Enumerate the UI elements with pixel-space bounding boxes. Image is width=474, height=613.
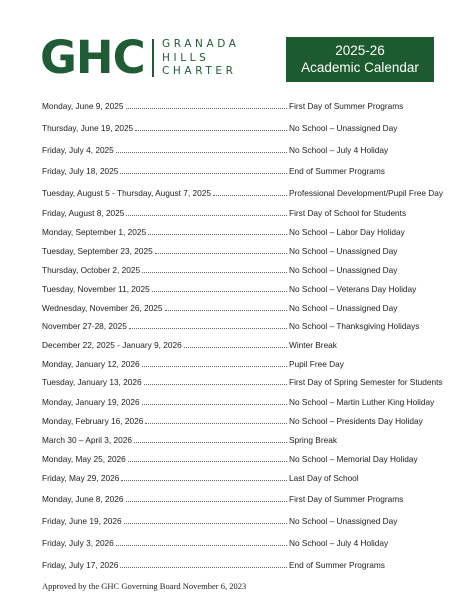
entry-date: Friday, May 29, 2026 <box>42 473 120 483</box>
entry-date: Thursday, October 2, 2025 <box>42 265 141 275</box>
entry-event: No School – July 4 Holiday <box>289 538 389 548</box>
dot-leader <box>213 195 287 196</box>
dot-leader <box>142 404 287 405</box>
dot-leader <box>120 173 287 174</box>
entry-date: Tuesday, August 5 - Thursday, August 7, 2025 <box>42 188 211 198</box>
calendar-entry <box>42 163 452 179</box>
dot-leader <box>142 272 287 273</box>
dot-leader <box>121 480 287 481</box>
calendar-entry <box>42 513 452 529</box>
entry-event: End of Summer Programs <box>289 166 385 176</box>
entry-event: Professional Development/Pupil Free Day <box>289 188 444 198</box>
entry-event: No School – Unassigned Day <box>289 265 398 275</box>
dot-leader <box>124 523 287 524</box>
calendar-entry <box>42 224 452 240</box>
calendar-title-year: 2025-26 <box>335 43 385 58</box>
calendar-entry <box>42 470 452 486</box>
dot-leader <box>184 347 287 348</box>
calendar-entry <box>42 300 452 316</box>
dot-leader <box>142 366 287 367</box>
calendar-entry <box>42 432 452 448</box>
entry-event: Pupil Free Day <box>289 359 344 369</box>
dot-leader <box>126 215 287 216</box>
dot-leader <box>152 291 287 292</box>
calendar-entry <box>42 262 452 278</box>
entry-date: Monday, June 9, 2025 <box>42 101 124 111</box>
logo-word: HILLS <box>162 51 210 64</box>
entry-event: Last Day of School <box>289 473 359 483</box>
entry-date: Tuesday, January 13, 2026 <box>42 377 142 387</box>
calendar-entry <box>42 356 452 372</box>
entry-event: Spring Break <box>289 435 337 445</box>
calendar-entry <box>42 535 452 551</box>
logo-wordmark <box>162 38 240 79</box>
calendar-entry <box>42 281 452 297</box>
entry-date: Monday, May 25, 2026 <box>42 454 126 464</box>
dot-leader <box>129 328 287 329</box>
calendar-entry <box>42 142 452 158</box>
entry-event: First Day of Spring Semester for Students <box>289 377 443 387</box>
dot-leader <box>144 384 287 385</box>
entry-event: No School – Martin Luther King Holiday <box>289 397 435 407</box>
calendar-entry <box>42 394 452 410</box>
logo-word: GRANADA <box>162 38 240 50</box>
calendar-entry <box>42 413 452 429</box>
dot-leader <box>148 234 287 235</box>
entry-date: Friday, August 8, 2025 <box>42 208 125 218</box>
entry-event: Winter Break <box>289 340 337 350</box>
dot-leader <box>116 152 287 153</box>
calendar-entry <box>42 491 452 507</box>
entry-date: Friday, July 18, 2025 <box>42 166 119 176</box>
entry-date: Monday, January 12, 2026 <box>42 359 140 369</box>
logo-divider <box>152 39 154 77</box>
dot-leader <box>128 461 287 462</box>
dot-leader <box>126 108 287 109</box>
entry-event: First Day of Summer Programs <box>289 494 404 504</box>
dot-leader <box>165 310 287 311</box>
calendar-entry <box>42 451 452 467</box>
entry-date: December 22, 2025 - January 9, 2026 <box>42 340 182 350</box>
calendar-entry <box>42 98 452 114</box>
entry-date: Monday, June 8, 2026 <box>42 494 124 504</box>
entry-event: First Day of School for Students <box>289 208 407 218</box>
entry-date: Friday, July 3, 2026 <box>42 538 114 548</box>
calendar-entry <box>42 318 452 334</box>
entry-date: Monday, February 16, 2026 <box>42 416 144 426</box>
entry-event: First Day of Summer Programs <box>289 101 404 111</box>
logo-mark: GHC <box>40 31 145 84</box>
entry-event: No School – Memorial Day Holiday <box>289 454 418 464</box>
entry-date: Wednesday, November 26, 2025 <box>42 303 163 313</box>
entry-date: Friday, July 17, 2026 <box>42 560 119 570</box>
entry-event: No School – Unassigned Day <box>289 303 398 313</box>
dot-leader <box>145 423 287 424</box>
entry-date: November 27-28, 2025 <box>42 321 127 331</box>
entry-date: Friday, July 4, 2025 <box>42 145 114 155</box>
calendar-title-text: Academic Calendar <box>301 60 419 75</box>
entry-date: Tuesday, September 23, 2025 <box>42 246 153 256</box>
dot-leader <box>135 130 287 131</box>
entry-event: No School – July 4 Holiday <box>289 145 389 155</box>
calendar-entry <box>42 374 452 390</box>
calendar-entry <box>42 205 452 221</box>
entry-event: No School – Unassigned Day <box>289 516 398 526</box>
dot-leader <box>116 545 287 546</box>
dot-leader <box>120 567 287 568</box>
entry-event: No School – Unassigned Day <box>289 123 398 133</box>
entry-date: Thursday, June 19, 2025 <box>42 123 134 133</box>
entry-date: Friday, June 19, 2026 <box>42 516 122 526</box>
entry-date: Tuesday, November 11, 2025 <box>42 284 150 294</box>
dot-leader <box>155 253 287 254</box>
entry-event: No School – Thanksgiving Holidays <box>289 321 420 331</box>
calendar-entry <box>42 337 452 353</box>
calendar-entry <box>42 243 452 259</box>
approval-note: Approved by the GHC Governing Board November 6, 2023 <box>42 581 247 591</box>
entry-event: No School – Labor Day Holiday <box>289 227 405 237</box>
entry-date: March 30 – April 3, 2026 <box>42 435 132 445</box>
calendar-entry <box>42 185 452 201</box>
entry-date: Monday, September 1, 2025 <box>42 227 147 237</box>
dot-leader <box>126 501 287 502</box>
dot-leader <box>134 442 287 443</box>
entry-event: No School – Unassigned Day <box>289 246 398 256</box>
entry-date: Monday, January 19, 2026 <box>42 397 140 407</box>
calendar-entry <box>42 120 452 136</box>
entry-event: No School – Veterans Day Holiday <box>289 284 417 294</box>
calendar-title-box <box>286 37 434 82</box>
logo-word: CHARTER <box>162 65 237 77</box>
calendar-entry <box>42 557 452 573</box>
entry-event: No School – Presidents Day Holiday <box>289 416 423 426</box>
entry-event: End of Summer Programs <box>289 560 385 570</box>
